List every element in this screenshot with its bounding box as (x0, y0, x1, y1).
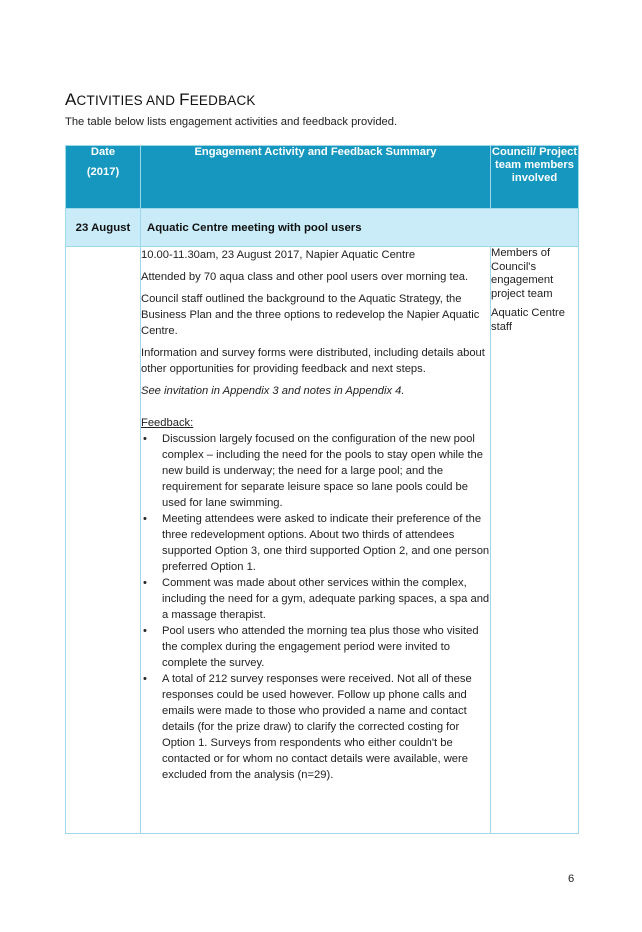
activity-paragraph: Attended by 70 aqua class and other pool users over morning tea. (141, 271, 469, 283)
detail-row (66, 247, 579, 834)
activity-paragraph: Information and survey forms were distributed, including details about other opportunities for providing feedback and next steps. (141, 347, 485, 375)
feedback-item-text: Meeting attendees were asked to indicate their preference of the three redevelopment options. About two thirds of attendees supported Option 3, one third supported Option 2, and one person preferred Option 1. (162, 513, 490, 573)
activity-cell (141, 247, 491, 834)
heading-part-1: CTIVITIES AND (76, 93, 180, 108)
list-item (141, 623, 490, 671)
list-item (141, 431, 490, 511)
bullet-icon: • (143, 673, 147, 685)
engagement-table (65, 145, 579, 834)
member-entry: Members of Council's engagement project team (491, 247, 554, 300)
section-title: Aquatic Centre meeting with pool users (141, 209, 579, 247)
feedback-item-text: A total of 212 survey responses were received. Not all of these responses could be used however. Follow up phone calls and emails were made to those who provided a name and contact details (for the prize draw) to clarify the corrected costing for Option 1. Surveys from respondents who either couldn't be contacted or for whom no contact details were available, were excluded from the analysis (n=29). (162, 673, 472, 781)
list-item (141, 575, 490, 623)
heading-initial-2: F (179, 90, 190, 109)
feedback-label: Feedback: (141, 417, 194, 429)
list-item (141, 671, 490, 783)
intro-text: The table below lists engagement activities and feedback provided. (65, 116, 398, 128)
header-date-year: (2017) (86, 166, 120, 178)
feedback-item-text: Comment was made about other services within the complex, including the need for a gym, adequate parking spaces, a spa and a massage therapist. (162, 577, 490, 621)
page-number: 6 (568, 873, 575, 885)
activity-paragraph: 10.00-11.30am, 23 August 2017, Napier Aquatic Centre (141, 249, 416, 261)
feedback-item-text: Discussion largely focused on the configuration of the new pool complex – including the need for the pools to stay open while the new build is underway; the need for a large pool; and the requirement for separate leisure space so lane pools could be used for lane swimming. (162, 433, 483, 509)
list-item (141, 511, 490, 575)
heading-initial-1: A (65, 90, 77, 109)
header-activity: Engagement Activity and Feedback Summary (141, 146, 491, 209)
header-row (66, 146, 579, 209)
members-cell (491, 247, 579, 834)
bullet-icon: • (143, 433, 147, 445)
header-date-label: Date (90, 146, 116, 158)
heading-part-2: EEDBACK (189, 93, 256, 108)
detail-date-cell (66, 247, 141, 834)
activity-paragraph: Council staff outlined the background to the Aquatic Strategy, the Business Plan and the three options to redevelop the Napier Aquatic Centre. (141, 293, 480, 337)
appendix-note: See invitation in Appendix 3 and notes in Appendix 4. (141, 385, 405, 397)
feedback-list (141, 431, 490, 783)
header-members: Council/ Project team members involved (491, 146, 579, 209)
bullet-icon: • (143, 513, 147, 525)
bullet-icon: • (143, 625, 147, 637)
bullet-icon: • (143, 577, 147, 589)
header-date (66, 146, 141, 209)
section-row (66, 209, 579, 247)
section-date: 23 August (66, 209, 141, 247)
page-heading (65, 90, 256, 110)
member-entry: Aquatic Centre staff (491, 307, 566, 333)
feedback-item-text: Pool users who attended the morning tea plus those who visited the complex during the engagement period were invited to complete the survey. (162, 625, 479, 669)
